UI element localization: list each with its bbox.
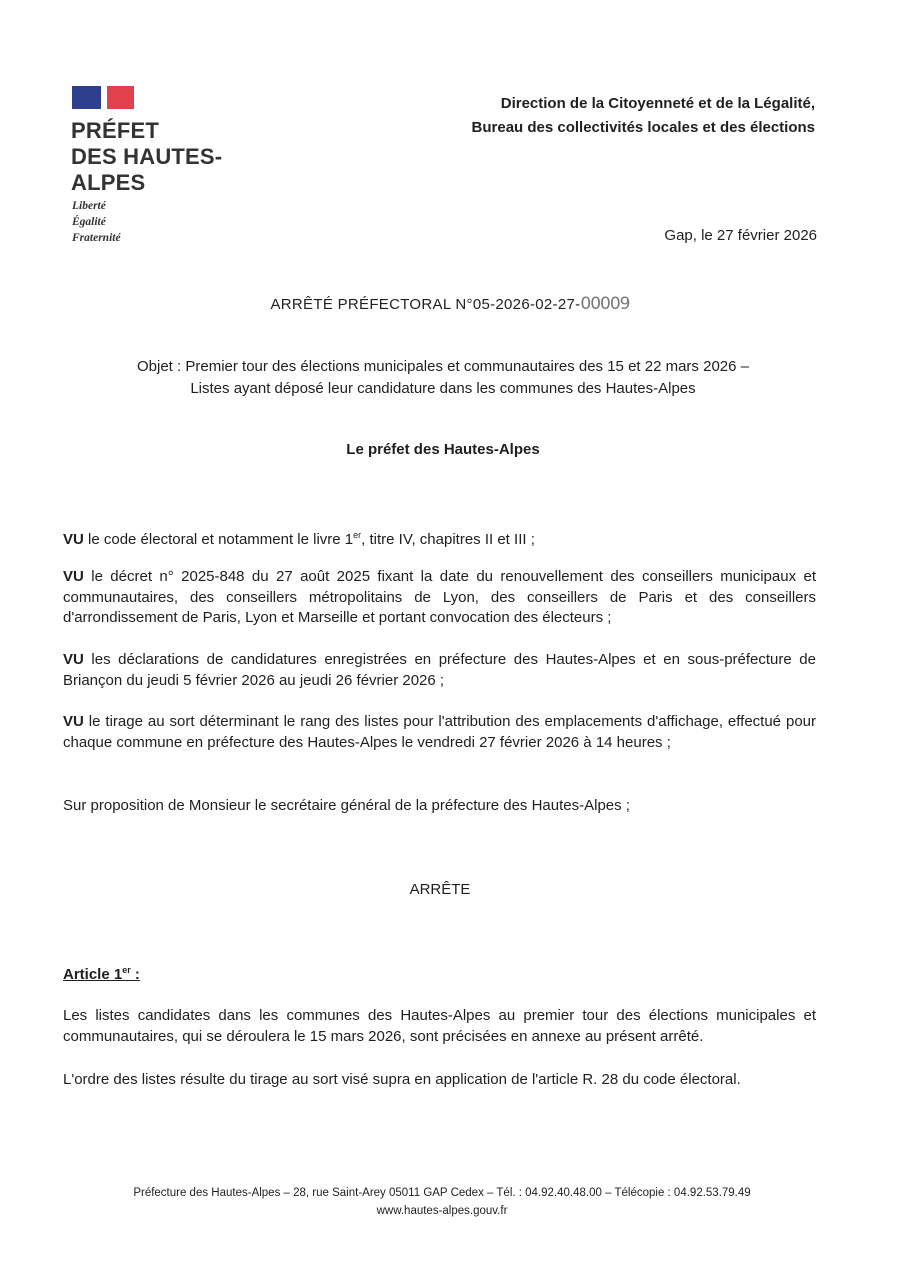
article-title-text: Article 1 bbox=[63, 966, 123, 983]
department-line: Bureau des collectivités locales et des élections bbox=[471, 119, 815, 136]
superscript: er bbox=[122, 965, 131, 975]
footer-website-link[interactable]: www.hautes-alpes.gouv.fr bbox=[376, 1205, 508, 1217]
logo-line: ALPES bbox=[71, 170, 146, 195]
superscript: er bbox=[353, 530, 362, 540]
visa-lead: VU bbox=[63, 531, 84, 548]
motto-line: Liberté bbox=[72, 200, 106, 212]
authority-title: Le préfet des Hautes-Alpes bbox=[346, 441, 540, 458]
visa-text: le décret n° 2025-848 du 27 août 2025 fixant la date du renouvellement des conseillers municipaux et communautaires, des conseillers métropolitains de Lyon, des conseillers de Paris et des conseillers d'arrondissement de Paris, Lyon et Marseille et portant convocation des électeurs ; bbox=[63, 568, 816, 626]
prefet-logo-title bbox=[71, 118, 222, 196]
visa-lead: VU bbox=[63, 713, 84, 730]
arrete-number bbox=[0, 294, 900, 314]
visa-paragraph bbox=[63, 525, 816, 551]
proposition: Sur proposition de Monsieur le secrétaire général de la préfecture des Hautes-Alpes ; bbox=[63, 797, 630, 814]
visa-text: les déclarations de candidatures enregistrées en préfecture des Hautes-Alpes et en sous-préfecture de Briançon du jeudi 5 février 2026 au jeudi 26 février 2026 ; bbox=[63, 651, 816, 689]
arrete-number-printed: ARRÊTÉ PRÉFECTORAL N°05-2026-02-27- bbox=[270, 296, 581, 313]
footer bbox=[0, 1184, 884, 1220]
visa-text: , titre IV, chapitres II et III ; bbox=[361, 531, 535, 548]
article-paragraph: Les listes candidates dans les communes des Hautes-Alpes au premier tour des élections municipales et communautaires, qui se déroulera le 15 mars 2026, sont précisées en annexe au présent arrêté. bbox=[63, 1007, 816, 1045]
visa-paragraph bbox=[63, 650, 816, 691]
arrete-number-handwritten: 00009 bbox=[580, 294, 630, 314]
visa-lead: VU bbox=[63, 568, 84, 585]
subject bbox=[0, 356, 886, 400]
article-paragraph: L'ordre des listes résulte du tirage au sort visé supra en application de l'article R. 28 du code électoral. bbox=[63, 1071, 741, 1088]
motto-line: Égalité bbox=[72, 216, 106, 228]
visa-paragraph bbox=[63, 567, 816, 629]
visa-text: le code électoral et notamment le livre 1 bbox=[83, 531, 354, 548]
marianne-flag-logo bbox=[72, 86, 134, 109]
logo-line: DES HAUTES- bbox=[71, 144, 223, 169]
motto bbox=[72, 198, 121, 246]
visa-lead: VU bbox=[63, 651, 84, 668]
arrete-heading: ARRÊTE bbox=[409, 881, 471, 898]
visa-paragraph bbox=[63, 712, 816, 753]
visa-text: le tirage au sort déterminant le rang des listes pour l'attribution des emplacements d'affichage, effectué pour chaque commune en préfecture des Hautes-Alpes le vendredi 27 février 2026 à 14 heures ; bbox=[63, 713, 816, 751]
motto-line: Fraternité bbox=[72, 232, 121, 244]
logo-line: PRÉFET bbox=[71, 118, 159, 143]
article-1-title bbox=[63, 965, 140, 983]
subject-line: Objet : Premier tour des élections municipales et communautaires des 15 et 22 mars 2026 – bbox=[137, 358, 749, 375]
place-date: Gap, le 27 février 2026 bbox=[664, 227, 817, 244]
article-title-text: : bbox=[130, 966, 140, 983]
footer-address: Préfecture des Hautes-Alpes – 28, rue Saint-Arey 05011 GAP Cedex – Tél. : 04.92.40.48.00 – Télécopie : 04.92.53.79.49 bbox=[133, 1187, 751, 1199]
department-line: Direction de la Citoyenneté et de la Légalité, bbox=[500, 95, 815, 112]
subject-line: Listes ayant déposé leur candidature dans les communes des Hautes-Alpes bbox=[190, 380, 696, 397]
issuing-department bbox=[472, 92, 815, 140]
